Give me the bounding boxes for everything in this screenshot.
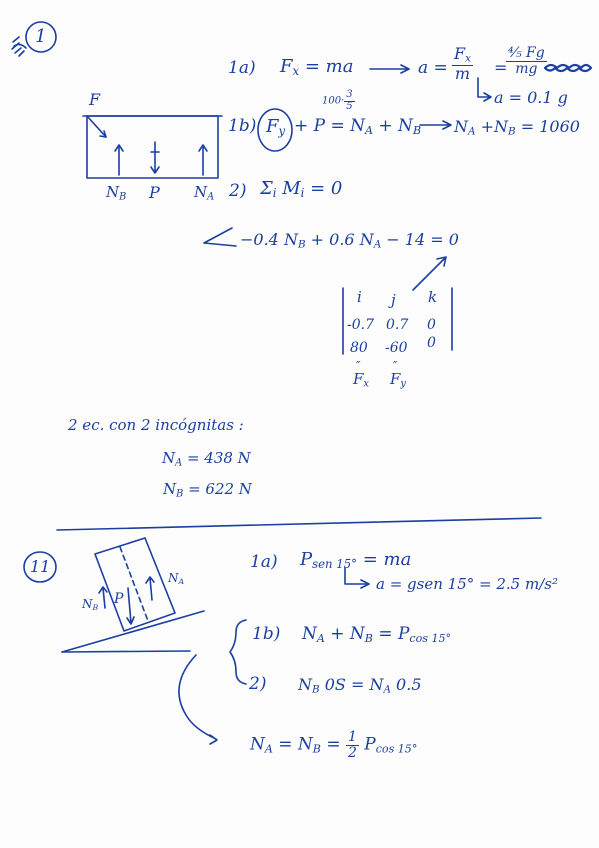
diagram-p-label: P xyxy=(149,183,160,202)
return-arrow xyxy=(478,78,491,101)
eq1a-result: a = 0.1 g xyxy=(494,88,568,107)
p11-eq1a-result: a = gsen 15° = 2.5 m/s² xyxy=(376,575,558,593)
hatch-mark xyxy=(12,37,26,56)
p11-eq2-label: 2) xyxy=(249,674,267,694)
p11-eq2: $N_B$ $0S = N_A$ 0.5 xyxy=(298,675,422,696)
curved-arrow xyxy=(179,655,217,744)
eq2-label: 2) xyxy=(229,181,247,201)
na-result: $N_A = 438$ N xyxy=(162,449,251,469)
p11-eq1b-label: 1b) xyxy=(252,624,281,644)
matrix-r2c1: 80 xyxy=(350,340,368,356)
eq1a-fraction-2: $\frac{\text{⁴⁄₅ Fg}}{mg}$ xyxy=(508,45,545,77)
diagram11-na-label: $N_A$ xyxy=(168,571,185,586)
matrix-r1c2: 0.7 xyxy=(386,317,409,333)
p11-eq1b: $N_A + N_B = P_{cos 15^\circ}$ xyxy=(302,624,452,645)
section-divider xyxy=(57,518,541,530)
eq1a-fraction-1: $\frac{F_x}{m}$ xyxy=(454,44,471,83)
note-100: 100· $\frac{3}{5}$ xyxy=(322,89,353,112)
matrix-label-fy: $F_y$ xyxy=(390,370,406,390)
matrix-eqmark-2: ″ xyxy=(393,359,398,373)
matrix-label-fx: $F_x$ xyxy=(353,370,369,390)
diagram11-nb-label: $N_B$ xyxy=(82,597,99,612)
matrix-eqmark-1: ″ xyxy=(356,359,361,373)
implies-arrow xyxy=(370,65,409,73)
eq1b-label: 1b) xyxy=(228,116,257,136)
brace xyxy=(230,620,246,684)
matrix-header-j: j xyxy=(391,291,396,309)
eq1b-fy: $F_y$ xyxy=(266,116,286,138)
incline-surface xyxy=(62,611,204,652)
diagram-force-label: F xyxy=(89,90,101,109)
force-arrow xyxy=(87,116,106,137)
left-arrow xyxy=(204,228,236,246)
eq1b-body: + $P = N_A + N_B$ xyxy=(294,116,422,137)
p11-eq1a-label: 1a) xyxy=(250,552,278,572)
eq1a-equals: = xyxy=(494,58,508,77)
p11-final: $N_A = N_B$ = $\frac{1}{2}$ $P_{cos 15^\circ}$ xyxy=(250,729,418,761)
eq2-expanded: −0.4 $N_B + 0.6$ $N_A - 14 = 0$ xyxy=(240,230,459,251)
diagram-na-label: $N_A$ xyxy=(194,183,215,203)
matrix-r1c3: 0 xyxy=(427,317,436,333)
nb-result: $N_B = 622$ N xyxy=(163,480,252,500)
matrix-r1c1: -0.7 xyxy=(347,317,374,333)
matrix-header-i: i xyxy=(357,288,362,306)
matrix-r2c2: -60 xyxy=(385,340,408,356)
matrix-arrow xyxy=(413,257,446,290)
diagram-nb-label: $N_B$ xyxy=(106,183,127,203)
eq2-body: $\Sigma_i$ $M_i = 0$ xyxy=(260,178,343,200)
eq1a-lhs: $F_x$ = ma xyxy=(280,56,354,78)
matrix-r2c3: 0 xyxy=(427,335,436,351)
problem-1-number: 1 xyxy=(35,26,47,47)
eq1a-a: a = xyxy=(418,58,448,78)
system-note: 2 ec. con 2 incógnitas : xyxy=(68,416,244,434)
diagram11-p-label: P xyxy=(114,591,124,607)
eq1a-label: 1a) xyxy=(228,58,256,78)
p11-eq1a: $P_{sen 15^\circ}$ = ma xyxy=(300,549,412,571)
matrix-header-k: k xyxy=(428,288,438,306)
problem-11-number: 11 xyxy=(30,557,51,576)
eq1b-rhs: $N_A +N_B = 1060$ xyxy=(454,117,580,138)
